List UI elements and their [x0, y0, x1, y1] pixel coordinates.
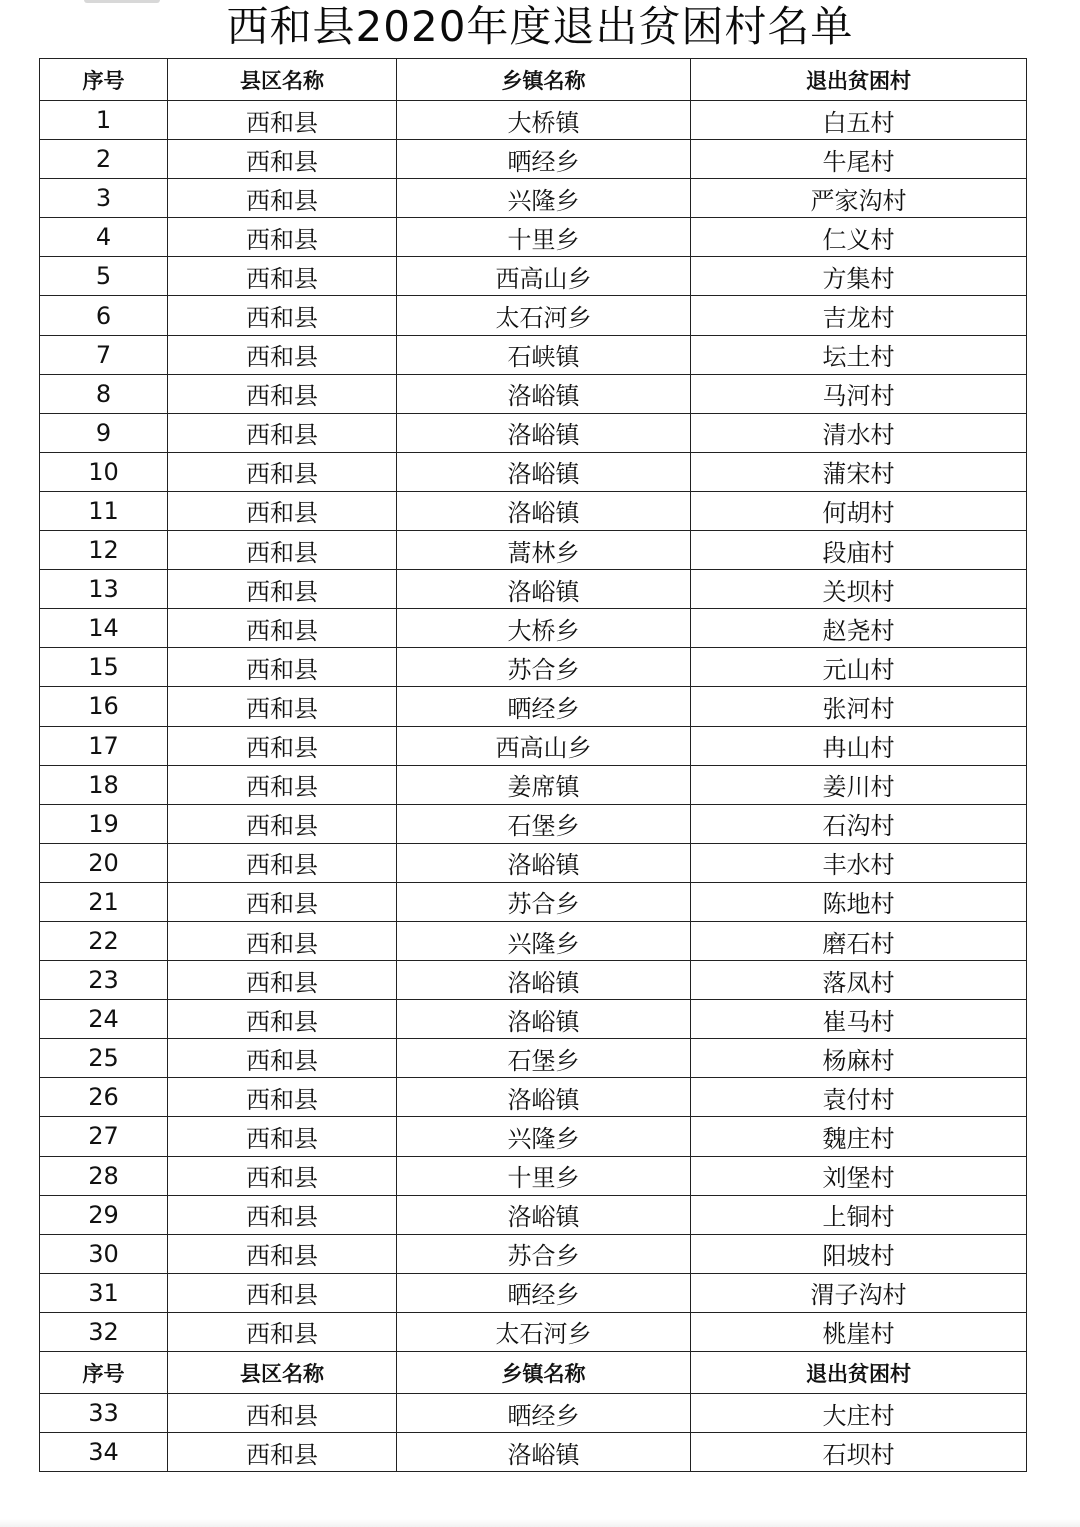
table-row: [40, 140, 1027, 179]
cell-county: 西和县: [168, 374, 397, 413]
cell-seq: 21: [40, 882, 168, 921]
cell-seq: 2: [40, 140, 168, 179]
cell-village: 大庄村: [691, 1394, 1027, 1433]
cell-county: 西和县: [168, 257, 397, 296]
cell-village: 张河村: [691, 687, 1027, 726]
table-row: [40, 531, 1027, 570]
cell-village: 冉山村: [691, 726, 1027, 765]
cell-village: 赵尧村: [691, 609, 1027, 648]
cell-county: 西和县: [168, 1273, 397, 1312]
table-row: [40, 882, 1027, 921]
header-village: 退出贫困村: [691, 59, 1027, 101]
header-county: 县区名称: [168, 59, 397, 101]
cell-seq: 14: [40, 609, 168, 648]
cell-county: 西和县: [168, 1312, 397, 1351]
village-roster-table: [39, 58, 1027, 1472]
cell-town: 洛峪镇: [397, 491, 691, 530]
table-row: [40, 374, 1027, 413]
cell-county: 西和县: [168, 1433, 397, 1472]
table-row: [40, 609, 1027, 648]
cell-village: 丰水村: [691, 843, 1027, 882]
table-row: [40, 843, 1027, 882]
cell-seq: 19: [40, 804, 168, 843]
cell-county: 西和县: [168, 1156, 397, 1195]
cell-county: 西和县: [168, 804, 397, 843]
cell-county: 西和县: [168, 413, 397, 452]
cell-seq: 34: [40, 1433, 168, 1472]
header-county: 县区名称: [168, 1352, 397, 1394]
header-town: 乡镇名称: [397, 1352, 691, 1394]
table-row: [40, 726, 1027, 765]
cell-village: 白五村: [691, 101, 1027, 140]
cell-village: 坛土村: [691, 335, 1027, 374]
cell-village: 渭子沟村: [691, 1273, 1027, 1312]
header-row: [40, 59, 1027, 101]
cell-seq: 6: [40, 296, 168, 335]
cell-town: 洛峪镇: [397, 1433, 691, 1472]
cell-county: 西和县: [168, 491, 397, 530]
table-row: [40, 765, 1027, 804]
cell-county: 西和县: [168, 687, 397, 726]
cell-town: 洛峪镇: [397, 452, 691, 491]
table-row: [40, 1195, 1027, 1234]
cell-seq: 11: [40, 491, 168, 530]
cell-town: 大桥镇: [397, 101, 691, 140]
cell-county: 西和县: [168, 648, 397, 687]
table-row: [40, 1000, 1027, 1039]
cell-seq: 32: [40, 1312, 168, 1351]
table-row: [40, 804, 1027, 843]
header-seq: 序号: [40, 59, 168, 101]
cell-town: 蒿林乡: [397, 531, 691, 570]
cell-county: 西和县: [168, 609, 397, 648]
cell-town: 兴隆乡: [397, 179, 691, 218]
table-row: [40, 101, 1027, 140]
cell-county: 西和县: [168, 452, 397, 491]
header-seq: 序号: [40, 1352, 168, 1394]
cell-village: 桃崖村: [691, 1312, 1027, 1351]
cell-county: 西和县: [168, 296, 397, 335]
cell-town: 西高山乡: [397, 257, 691, 296]
header-village: 退出贫困村: [691, 1352, 1027, 1394]
cell-seq: 23: [40, 961, 168, 1000]
document-title: 西和县2020年度退出贫困村名单: [226, 2, 854, 51]
cell-seq: 24: [40, 1000, 168, 1039]
cell-village: 阳坡村: [691, 1234, 1027, 1273]
cell-town: 晒经乡: [397, 140, 691, 179]
cell-county: 西和县: [168, 335, 397, 374]
header-town: 乡镇名称: [397, 59, 691, 101]
cell-town: 大桥乡: [397, 609, 691, 648]
cell-town: 兴隆乡: [397, 1117, 691, 1156]
cell-town: 洛峪镇: [397, 413, 691, 452]
bottom-edge: [0, 1519, 1080, 1527]
cell-village: 关坝村: [691, 570, 1027, 609]
cell-village: 姜川村: [691, 765, 1027, 804]
table-row: [40, 570, 1027, 609]
cell-seq: 33: [40, 1394, 168, 1433]
cell-county: 西和县: [168, 1078, 397, 1117]
cell-seq: 7: [40, 335, 168, 374]
cell-seq: 17: [40, 726, 168, 765]
cell-county: 西和县: [168, 961, 397, 1000]
cell-seq: 20: [40, 843, 168, 882]
cell-town: 洛峪镇: [397, 570, 691, 609]
cell-town: 晒经乡: [397, 687, 691, 726]
cell-town: 洛峪镇: [397, 961, 691, 1000]
table-row: [40, 648, 1027, 687]
header-row-repeat: [40, 1352, 1027, 1394]
cell-town: 洛峪镇: [397, 374, 691, 413]
table-row: [40, 1273, 1027, 1312]
cell-seq: 29: [40, 1195, 168, 1234]
cell-county: 西和县: [168, 1000, 397, 1039]
table-row: [40, 921, 1027, 960]
cell-town: 姜席镇: [397, 765, 691, 804]
cell-village: 严家沟村: [691, 179, 1027, 218]
cell-village: 仁义村: [691, 218, 1027, 257]
roster-body: [40, 59, 1027, 1472]
cell-county: 西和县: [168, 1234, 397, 1273]
cell-county: 西和县: [168, 140, 397, 179]
cell-village: 陈地村: [691, 882, 1027, 921]
cell-town: 晒经乡: [397, 1273, 691, 1312]
cell-village: 魏庄村: [691, 1117, 1027, 1156]
cell-town: 洛峪镇: [397, 1078, 691, 1117]
table-row: [40, 179, 1027, 218]
table-row: [40, 1039, 1027, 1078]
table-row: [40, 218, 1027, 257]
cell-seq: 1: [40, 101, 168, 140]
cell-town: 石堡乡: [397, 1039, 691, 1078]
cell-town: 十里乡: [397, 1156, 691, 1195]
cell-seq: 8: [40, 374, 168, 413]
table-row: [40, 257, 1027, 296]
cell-seq: 16: [40, 687, 168, 726]
cell-county: 西和县: [168, 1195, 397, 1234]
cell-town: 洛峪镇: [397, 843, 691, 882]
cell-seq: 15: [40, 648, 168, 687]
cell-county: 西和县: [168, 1394, 397, 1433]
cell-seq: 28: [40, 1156, 168, 1195]
cell-town: 晒经乡: [397, 1394, 691, 1433]
table-row: [40, 1078, 1027, 1117]
cell-town: 十里乡: [397, 218, 691, 257]
cell-seq: 30: [40, 1234, 168, 1273]
cell-village: 崔马村: [691, 1000, 1027, 1039]
cell-village: 方集村: [691, 257, 1027, 296]
cell-seq: 25: [40, 1039, 168, 1078]
table-row: [40, 491, 1027, 530]
cell-town: 西高山乡: [397, 726, 691, 765]
cell-county: 西和县: [168, 882, 397, 921]
cell-town: 石堡乡: [397, 804, 691, 843]
cell-county: 西和县: [168, 921, 397, 960]
cell-village: 何胡村: [691, 491, 1027, 530]
table-row: [40, 961, 1027, 1000]
cell-county: 西和县: [168, 843, 397, 882]
cell-town: 洛峪镇: [397, 1195, 691, 1234]
cell-seq: 9: [40, 413, 168, 452]
cell-town: 洛峪镇: [397, 1000, 691, 1039]
cell-county: 西和县: [168, 570, 397, 609]
cell-town: 太石河乡: [397, 296, 691, 335]
cell-village: 袁付村: [691, 1078, 1027, 1117]
cell-village: 杨麻村: [691, 1039, 1027, 1078]
cell-town: 太石河乡: [397, 1312, 691, 1351]
cell-village: 马河村: [691, 374, 1027, 413]
cell-county: 西和县: [168, 1117, 397, 1156]
table-row: [40, 1433, 1027, 1472]
cell-seq: 13: [40, 570, 168, 609]
cell-county: 西和县: [168, 765, 397, 804]
cell-seq: 4: [40, 218, 168, 257]
table-row: [40, 687, 1027, 726]
cell-seq: 22: [40, 921, 168, 960]
cell-town: 兴隆乡: [397, 921, 691, 960]
table-row: [40, 413, 1027, 452]
cell-seq: 10: [40, 452, 168, 491]
cell-seq: 31: [40, 1273, 168, 1312]
cell-seq: 12: [40, 531, 168, 570]
cell-village: 清水村: [691, 413, 1027, 452]
cell-county: 西和县: [168, 218, 397, 257]
cell-village: 上铜村: [691, 1195, 1027, 1234]
cell-village: 石坝村: [691, 1433, 1027, 1472]
cell-village: 吉龙村: [691, 296, 1027, 335]
cell-seq: 18: [40, 765, 168, 804]
cell-county: 西和县: [168, 1039, 397, 1078]
table-row: [40, 1312, 1027, 1351]
cell-village: 磨石村: [691, 921, 1027, 960]
table-row: [40, 452, 1027, 491]
cell-county: 西和县: [168, 179, 397, 218]
cell-county: 西和县: [168, 531, 397, 570]
cell-seq: 3: [40, 179, 168, 218]
cell-seq: 26: [40, 1078, 168, 1117]
table-row: [40, 296, 1027, 335]
table-row: [40, 1394, 1027, 1433]
cell-village: 牛尾村: [691, 140, 1027, 179]
cell-village: 落凤村: [691, 961, 1027, 1000]
cell-village: 段庙村: [691, 531, 1027, 570]
cell-town: 苏合乡: [397, 1234, 691, 1273]
cell-county: 西和县: [168, 101, 397, 140]
table-row: [40, 1234, 1027, 1273]
table-row: [40, 1117, 1027, 1156]
cell-village: 蒲宋村: [691, 452, 1027, 491]
cell-town: 苏合乡: [397, 882, 691, 921]
table-row: [40, 1156, 1027, 1195]
cell-town: 苏合乡: [397, 648, 691, 687]
cell-town: 石峡镇: [397, 335, 691, 374]
table-row: [40, 335, 1027, 374]
cell-village: 元山村: [691, 648, 1027, 687]
cell-seq: 5: [40, 257, 168, 296]
cell-county: 西和县: [168, 726, 397, 765]
cell-seq: 27: [40, 1117, 168, 1156]
cell-village: 刘堡村: [691, 1156, 1027, 1195]
cell-village: 石沟村: [691, 804, 1027, 843]
